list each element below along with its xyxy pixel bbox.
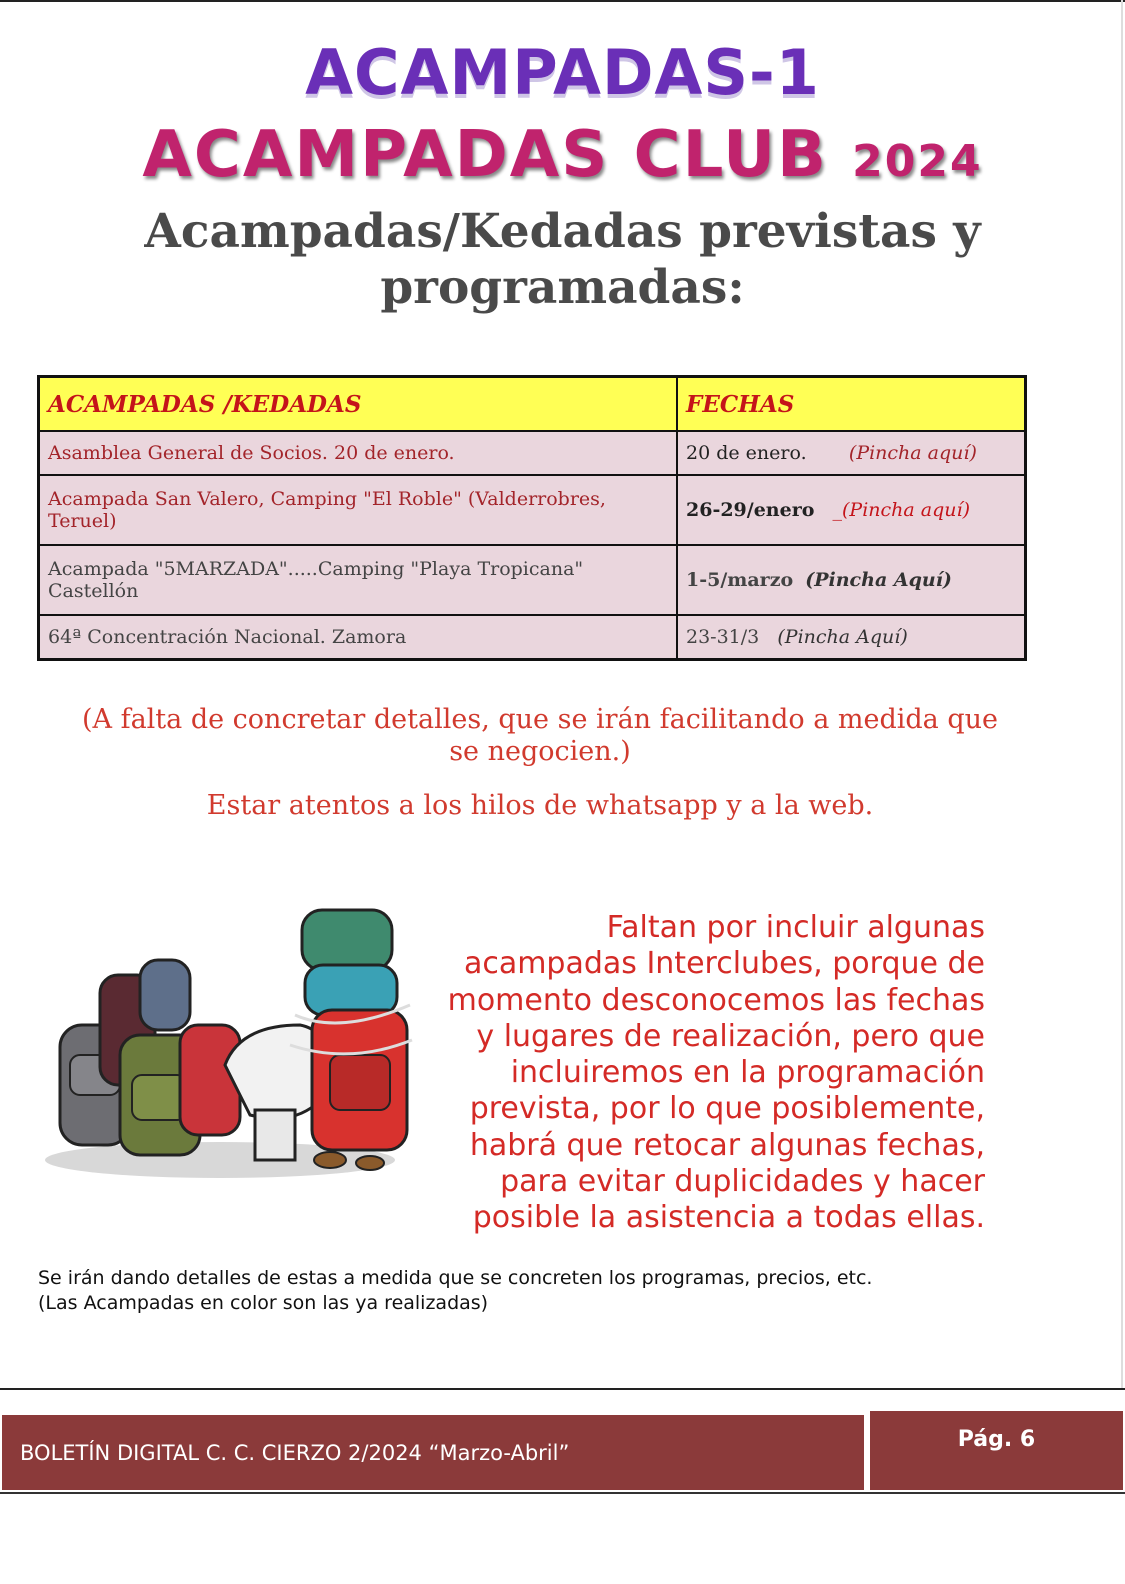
date-text: 20 de enero. [686,442,807,464]
date-cell [677,545,1026,615]
notice-line: habrá que retocar algunas fechas, [469,1127,985,1163]
pincha-link[interactable]: _(Pincha aquí) [832,499,970,521]
pincha-link[interactable]: (Pincha Aquí) [805,569,952,591]
details-line-2: (Las Acampadas en color son las ya realizadas) [38,1292,489,1314]
notice-line: y lugares de realización, pero que [476,1018,985,1054]
page-title: ACAMPADAS-1 [305,36,820,109]
notice-line: momento desconocemos las fechas [447,982,985,1018]
event-cell: Acampada "5MARZADA".....Camping "Playa Tropicana" Castellón [39,545,678,615]
event-cell: Asamblea General de Socios. 20 de enero. [39,431,678,475]
page-subtitle: Acampadas/Kedadas previstas y programadas: [144,204,981,315]
date-text: 1-5/marzo [686,569,794,591]
footer-bulletin: BOLETÍN DIGITAL C. C. CIERZO 2/2024 “Marzo-Abril” [2,1415,864,1490]
table-row [39,431,1026,475]
right-border [1121,0,1123,1390]
date-cell [677,431,1026,475]
date-cell [677,475,1026,545]
watch-note: Estar atentos a los hilos de whatsapp y a la web. [206,790,874,821]
notice-line: acampadas Interclubes, porque de [463,946,985,982]
header-cell-dates: FECHAS [677,377,1026,432]
top-border [0,0,1125,2]
club-title-text: ACAMPADAS CLUB [142,118,828,192]
club-title [0,118,1125,192]
date-text: 26-29/enero [686,499,815,521]
notice-line: posible la asistencia a todas ellas. [472,1200,985,1236]
backpacks-illustration [40,905,420,1195]
bottom-border [0,1492,1125,1494]
event-cell: 64ª Concentración Nacional. Zamora [39,615,678,659]
notice-line: para evitar duplicidades y hacer [500,1164,985,1200]
table-row [39,615,1026,659]
club-title-year: 2024 [852,136,983,187]
details-text [38,1266,1038,1316]
date-text: 23-31/3 [686,625,760,648]
pincha-link[interactable]: (Pincha aquí) [848,442,977,464]
notice-line: prevista, por lo que posiblemente, [469,1091,985,1127]
notice-line: incluiremos en la programación [510,1055,985,1091]
notice-line: Faltan por incluir algunas [606,910,985,945]
footer-page-number: Pág. 6 [870,1411,1123,1490]
details-line-1: Se irán dando detalles de estas a medida que se concreten los programas, precios, etc. [38,1267,873,1289]
footer-divider [0,1388,1125,1390]
pincha-link[interactable]: (Pincha Aquí) [777,625,908,648]
header-cell-events: ACAMPADAS /KEDADAS [39,377,678,432]
acampadas-table [37,375,1027,661]
event-cell: Acampada San Valero, Camping "El Roble" (Valderrobres, Teruel) [39,475,678,545]
table-row [39,545,1026,615]
table-row [39,475,1026,545]
table-header-row [39,377,1026,432]
date-cell [677,615,1026,659]
interclub-notice [430,910,985,1237]
pending-note: (A falta de concretar detalles, que se irán facilitando a medida que se negocien.) [81,704,999,767]
